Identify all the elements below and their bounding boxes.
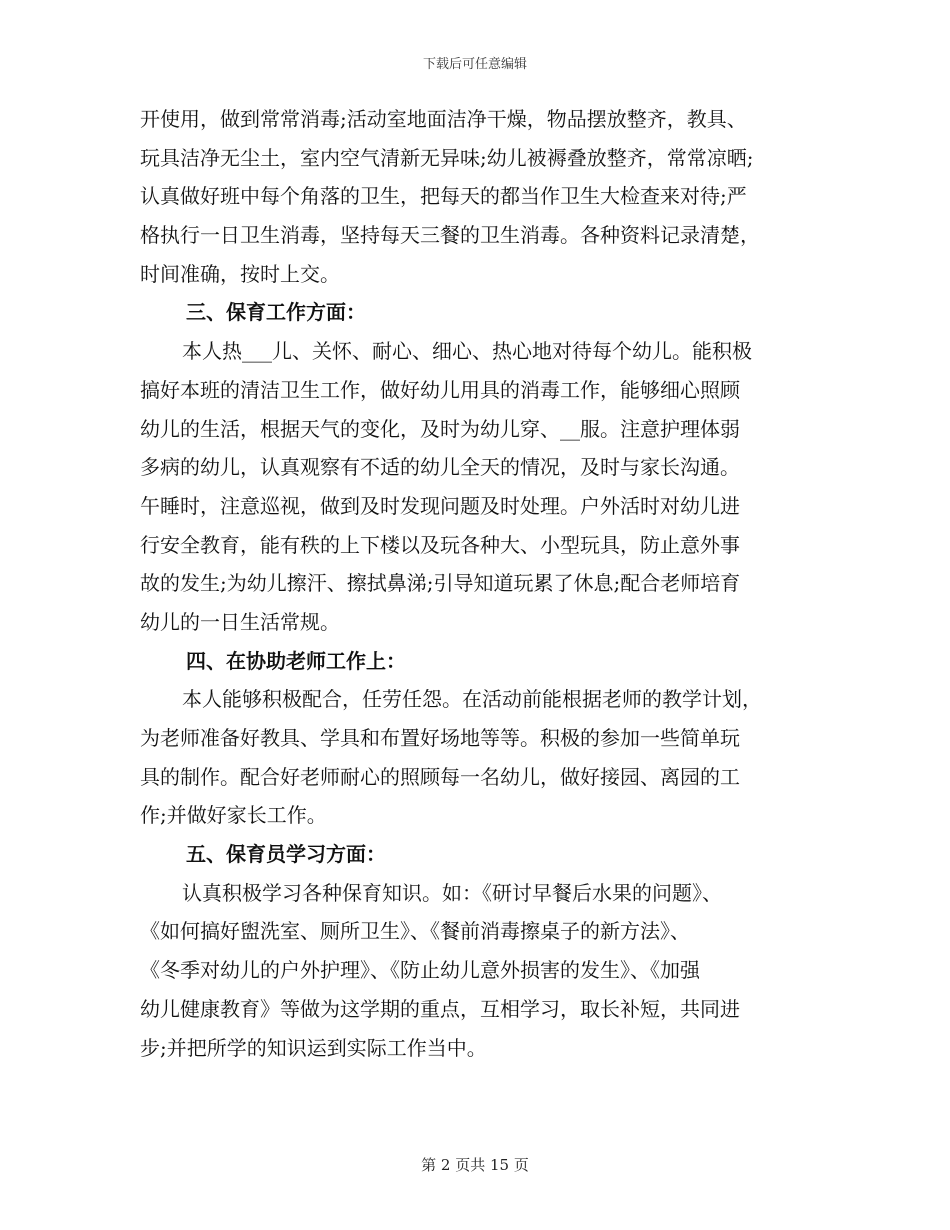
text-line: 本人能够积极配合，任劳任怨。在活动前能根据老师的教学计划， bbox=[182, 687, 762, 712]
page-header: 下载后可任意编辑 bbox=[422, 57, 527, 72]
text-line: 幼儿健康教育》等做为这学期的重点，互相学习，取长补短，共同进 bbox=[140, 996, 740, 1021]
section-heading-3: 三、保育工作方面： bbox=[186, 300, 366, 325]
text-line: 认真积极学习各种保育知识。如：《研讨早餐后水果的问题》、 bbox=[182, 880, 722, 905]
text-line: 多病的幼儿，认真观察有不适的幼儿全天的情况，及时与家长沟通。 bbox=[140, 455, 740, 480]
text-line: 为老师准备好教具、学具和布置好场地等等。积极的参加一些简单玩 bbox=[140, 726, 740, 750]
text-line: 故的发生;为幼儿擦汗、擦拭鼻涕;引导知道玩累了休息;配合老师培育 bbox=[140, 571, 741, 596]
text-line: 行安全教育，能有秩的上下楼以及玩各种大、小型玩具，防止意外事 bbox=[140, 532, 740, 557]
text-line: 作;并做好家长工作。 bbox=[140, 803, 327, 828]
text-line: 具的制作。配合好老师耐心的照顾每一名幼儿，做好接园、离园的工 bbox=[140, 764, 740, 789]
text-line: 《如何搞好盥洗室、厕所卫生》、《餐前消毒擦桌子的新方法》、 bbox=[140, 919, 690, 944]
text-line: 搞好本班的清洁卫生工作，做好幼儿用具的消毒工作，能够细心照顾 bbox=[140, 377, 740, 402]
text-line: 格执行一日卫生消毒，坚持每天三餐的卫生消毒。各种资料记录清楚， bbox=[140, 223, 760, 248]
text-line: 幼儿的一日生活常规。 bbox=[140, 609, 340, 634]
section-heading-5: 五、保育员学习方面： bbox=[186, 842, 386, 867]
section-heading-4: 四、在协助老师工作上： bbox=[186, 648, 406, 673]
body-text bbox=[140, 100, 812, 1067]
text-line: 玩具洁净无尘土，室内空气清新无异味;幼儿被褥叠放整齐，常常凉晒; bbox=[140, 145, 754, 170]
text-line: 本人热___儿、关怀、耐心、细心、热心地对待每个幼儿。能积极 bbox=[182, 339, 752, 364]
text-line: 时间准确，按时上交。 bbox=[140, 261, 340, 286]
text-line: 开使用，做到常常消毒;活动室地面洁净干燥，物品摆放整齐，教具、 bbox=[140, 107, 747, 131]
text-line: 午睡时，注意巡视，做到及时发现问题及时处理。户外活时对幼儿进 bbox=[140, 493, 740, 518]
text-line: 认真做好班中每个角落的卫生，把每天的都当作卫生大检查来对待;严 bbox=[140, 184, 747, 209]
text-line: 幼儿的生活，根据天气的变化，及时为幼儿穿、__服。注意护理体弱 bbox=[140, 416, 740, 441]
page-number: 第 2 页共 15 页 bbox=[421, 1156, 529, 1174]
text-line: 步;并把所学的知识运到实际工作当中。 bbox=[140, 1035, 487, 1060]
text-line: 《冬季对幼儿的户外护理》、《防止幼儿意外损害的发生》、《加强 bbox=[140, 958, 700, 983]
